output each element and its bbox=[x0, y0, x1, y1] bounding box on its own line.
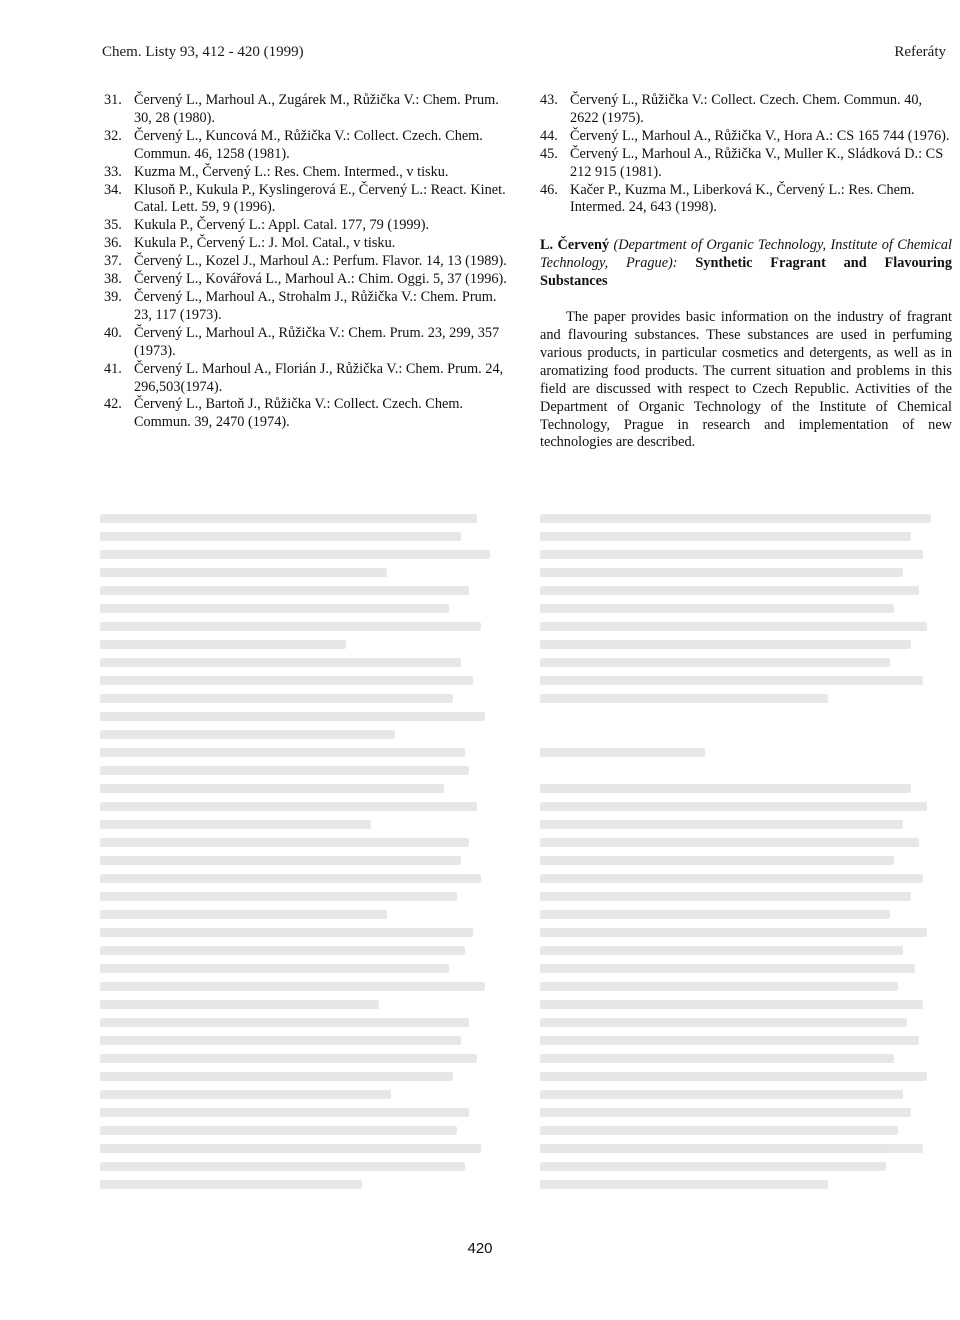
reference-number: 44. bbox=[540, 127, 558, 144]
summary-title: Synthetic Fragrant and Flavouring Substances bbox=[540, 255, 953, 290]
reference-item bbox=[104, 182, 514, 218]
show-through-line bbox=[540, 1036, 919, 1045]
reference-number: 43. bbox=[540, 92, 558, 108]
show-through-text bbox=[96, 500, 956, 1240]
english-summary bbox=[540, 237, 952, 452]
show-through-line bbox=[100, 604, 449, 613]
reference-number: 45. bbox=[540, 145, 558, 162]
show-through-line bbox=[100, 982, 485, 991]
reference-text: Červený L., Marhoul A., Strohalm J., Růžička V.: Chem. Prum. 23, 117 (1973). bbox=[134, 288, 497, 323]
show-through-line bbox=[540, 784, 911, 793]
show-through-line bbox=[100, 1054, 477, 1063]
show-through-line bbox=[540, 820, 903, 829]
show-through-line bbox=[100, 586, 469, 595]
reference-number: 36. bbox=[104, 235, 122, 252]
summary-abstract: The paper provides basic information on the industry of fragrant and flavouring substances. These substances are used in perfuming various products, in particular cosmetics and detergents, as well as in aromatizing food products. The current situation and problems in this field are discussed with respect to Czech Republic. Activities of the Department of Organic Technology of the Institute of Chemical Technology, Prague in research and implementation of new technologies are described. bbox=[540, 309, 952, 451]
show-through-line bbox=[100, 1162, 465, 1171]
reference-item bbox=[540, 182, 952, 218]
reference-number: 38. bbox=[104, 271, 122, 288]
reference-text: Červený L. Marhoul A., Florián J., Růžička V.: Chem. Prum. 24, 296,503(1974). bbox=[134, 360, 504, 395]
show-through-line bbox=[100, 658, 461, 667]
show-through-line bbox=[100, 964, 449, 973]
show-through-column-left bbox=[100, 514, 510, 1198]
reference-text: Červený L., Kovářová L., Marhoul A.: Chim. Oggi. 5, 37 (1996). bbox=[134, 271, 507, 288]
reference-text: Červený L., Marhoul A., Růžička V.: Chem. Prum. 23, 299, 357 (1973). bbox=[134, 324, 500, 359]
show-through-line bbox=[100, 550, 490, 559]
reference-item bbox=[540, 146, 952, 182]
reference-text: Červený L., Kuncová M., Růžička V.: Collect. Czech. Chem. Commun. 46, 1258 (1981). bbox=[134, 127, 483, 162]
show-through-line bbox=[540, 856, 894, 865]
show-through-line bbox=[100, 514, 477, 523]
reference-item bbox=[104, 325, 514, 361]
show-through-line bbox=[540, 514, 931, 523]
reference-number: 42. bbox=[104, 396, 122, 413]
reference-item bbox=[104, 253, 514, 271]
show-through-line bbox=[100, 838, 469, 847]
reference-text: Kuzma M., Červený L.: Res. Chem. Intermed., v tisku. bbox=[134, 163, 449, 180]
show-through-line bbox=[100, 622, 481, 631]
references-column-right bbox=[540, 92, 952, 452]
show-through-line bbox=[540, 874, 923, 883]
reference-text: Červený L., Růžička V.: Collect. Czech. Chem. Commun. 40, 2622 (1975). bbox=[570, 92, 923, 126]
show-through-line bbox=[100, 1108, 469, 1117]
reference-text: Červený L., Kozel J., Marhoul A.: Perfum. Flavor. 14, 13 (1989). bbox=[134, 253, 507, 270]
show-through-line bbox=[540, 928, 927, 937]
show-through-line bbox=[540, 838, 919, 847]
show-through-line bbox=[100, 676, 473, 685]
reference-number: 35. bbox=[104, 217, 122, 234]
running-header-journal: Chem. Listy 93, 412 - 420 (1999) bbox=[102, 44, 304, 60]
show-through-line bbox=[540, 694, 828, 703]
reference-text: Červený L., Bartoň J., Růžička V.: Collect. Czech. Chem. Commun. 39, 2470 (1974). bbox=[134, 396, 464, 431]
show-through-line bbox=[100, 784, 444, 793]
summary-heading bbox=[540, 237, 952, 291]
show-through-line bbox=[540, 550, 923, 559]
show-through-line bbox=[540, 964, 915, 973]
summary-affiliation: (Department of Organic Technology, Institute of Chemical Technology, Prague): bbox=[540, 237, 953, 272]
reference-item bbox=[104, 92, 514, 128]
show-through-line bbox=[100, 694, 453, 703]
show-through-line bbox=[100, 820, 371, 829]
show-through-line bbox=[100, 532, 461, 541]
page-number: 420 bbox=[467, 1240, 493, 1257]
show-through-line bbox=[540, 586, 919, 595]
reference-item bbox=[104, 289, 514, 325]
show-through-line bbox=[100, 856, 461, 865]
reference-number: 37. bbox=[104, 253, 122, 270]
show-through-line bbox=[100, 712, 485, 721]
reference-item bbox=[104, 128, 514, 164]
reference-number: 46. bbox=[540, 181, 558, 198]
show-through-line bbox=[100, 1144, 481, 1153]
show-through-line bbox=[100, 946, 465, 955]
show-through-line bbox=[100, 910, 387, 919]
show-through-line bbox=[540, 604, 894, 613]
show-through-line bbox=[100, 748, 465, 757]
show-through-line bbox=[540, 568, 903, 577]
show-through-line bbox=[100, 1018, 469, 1027]
reference-item bbox=[104, 396, 514, 432]
show-through-line bbox=[540, 748, 705, 757]
show-through-line bbox=[100, 730, 395, 739]
reference-number: 33. bbox=[104, 163, 122, 180]
reference-item bbox=[104, 217, 514, 235]
show-through-line bbox=[100, 802, 477, 811]
reference-text: Kukula P., Červený L.: J. Mol. Catal., v tisku. bbox=[134, 235, 396, 252]
show-through-line bbox=[540, 946, 903, 955]
show-through-line bbox=[540, 658, 890, 667]
summary-author: L. Červený bbox=[540, 237, 610, 254]
show-through-line bbox=[100, 568, 387, 577]
reference-item bbox=[540, 128, 952, 146]
show-through-line bbox=[100, 1072, 453, 1081]
reference-text: Červený L., Marhoul A., Růžička V., Muller K., Sládková D.: CS 212 915 (1981). bbox=[570, 145, 944, 180]
reference-item bbox=[104, 164, 514, 182]
show-through-line bbox=[100, 1036, 461, 1045]
running-header-section: Referáty bbox=[894, 44, 946, 60]
show-through-line bbox=[540, 532, 911, 541]
show-through-line bbox=[100, 640, 346, 649]
show-through-line bbox=[100, 766, 469, 775]
reference-item bbox=[104, 271, 514, 289]
show-through-line bbox=[540, 1144, 923, 1153]
show-through-line bbox=[540, 1180, 828, 1189]
reference-number: 31. bbox=[104, 92, 122, 108]
reference-item bbox=[104, 361, 514, 397]
show-through-line bbox=[540, 1054, 894, 1063]
reference-number: 34. bbox=[104, 181, 122, 198]
reference-text: Klusoň P., Kukula P., Kyslingerová E., Červený L.: React. Kinet. Catal. Lett. 59, 9 (1996). bbox=[134, 181, 506, 216]
show-through-line bbox=[540, 1108, 911, 1117]
reference-number: 39. bbox=[104, 288, 122, 305]
show-through-line bbox=[540, 1072, 927, 1081]
show-through-line bbox=[540, 1090, 903, 1099]
show-through-line bbox=[100, 1180, 362, 1189]
show-through-line bbox=[540, 1126, 898, 1135]
show-through-line bbox=[540, 910, 890, 919]
show-through-line bbox=[100, 1126, 457, 1135]
show-through-line bbox=[100, 892, 457, 901]
show-through-line bbox=[100, 928, 473, 937]
reference-text: Červený L., Marhoul A., Růžička V., Hora A.: CS 165 744 (1976). bbox=[570, 127, 950, 144]
reference-item bbox=[104, 235, 514, 253]
show-through-line bbox=[540, 640, 911, 649]
reference-text: Kukula P., Červený L.: Appl. Catal. 177, 79 (1999). bbox=[134, 217, 430, 234]
show-through-line bbox=[540, 676, 923, 685]
show-through-column-right bbox=[540, 514, 952, 1198]
show-through-line bbox=[540, 1000, 923, 1009]
show-through-line bbox=[540, 1162, 886, 1171]
show-through-line bbox=[100, 874, 481, 883]
show-through-line bbox=[100, 1000, 379, 1009]
show-through-line bbox=[540, 892, 911, 901]
reference-number: 40. bbox=[104, 324, 122, 341]
references-column-left bbox=[104, 92, 514, 432]
show-through-line bbox=[540, 982, 898, 991]
show-through-line bbox=[100, 1090, 391, 1099]
reference-text: Červený L., Marhoul A., Zugárek M., Růžička V.: Chem. Prum. 30, 28 (1980). bbox=[134, 92, 499, 126]
reference-number: 32. bbox=[104, 127, 122, 144]
show-through-line bbox=[540, 1018, 907, 1027]
reference-text: Kačer P., Kuzma M., Liberková K., Červený L.: Res. Chem. Intermed. 24, 643 (1998). bbox=[570, 181, 915, 216]
reference-item bbox=[540, 92, 952, 128]
reference-number: 41. bbox=[104, 360, 122, 377]
show-through-line bbox=[540, 622, 927, 631]
show-through-line bbox=[540, 802, 927, 811]
